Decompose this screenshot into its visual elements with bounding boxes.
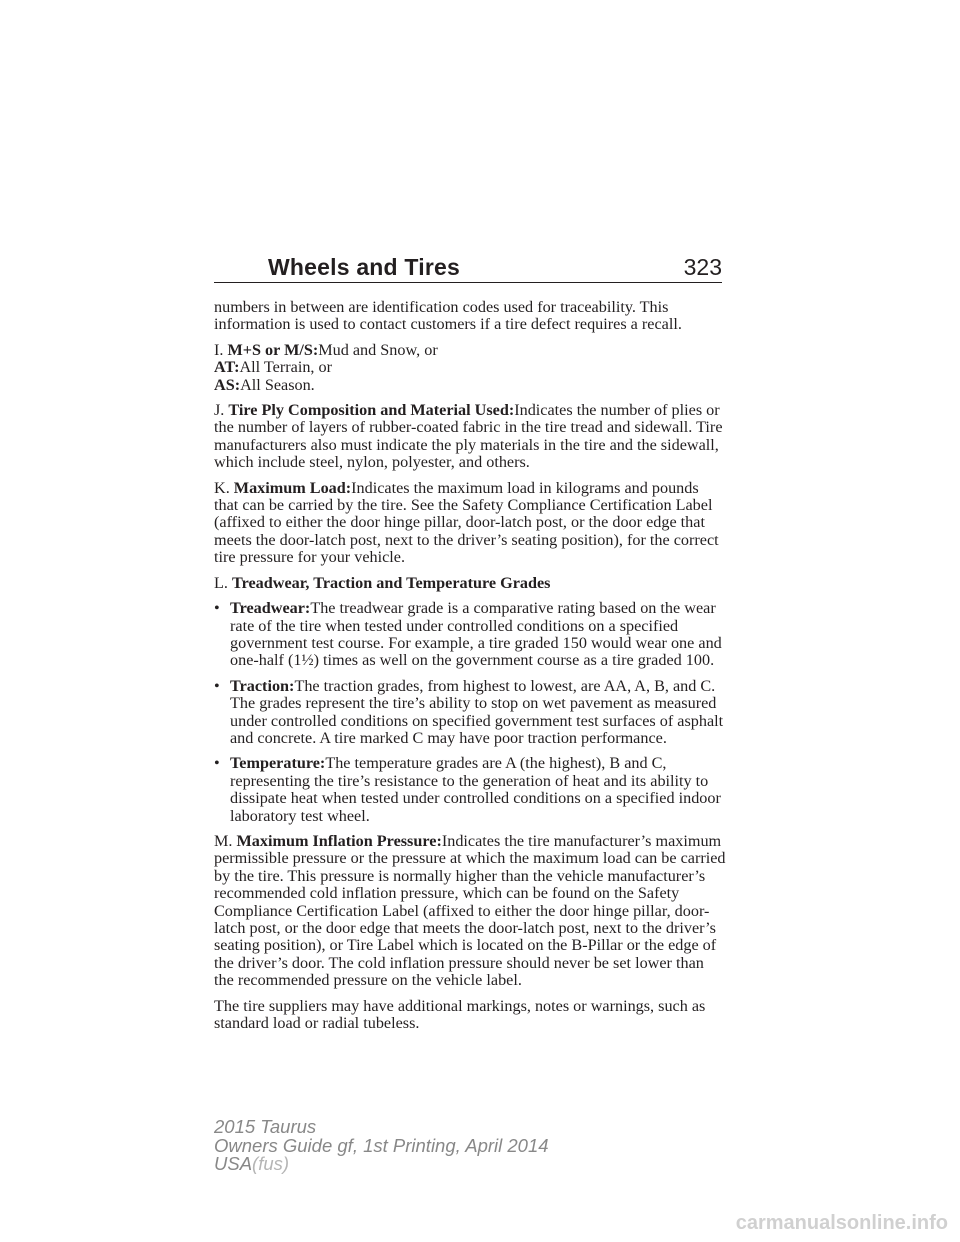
item-i-text-2: All Terrain, or: [239, 358, 333, 377]
footer-market-main: USA: [214, 1153, 253, 1174]
item-i-letter: I.: [214, 340, 224, 359]
footer-market-suffix: (fus): [252, 1153, 290, 1174]
closing-paragraph: The tire suppliers may have additional markings, notes or warnings, such as standard load or radial tubeless.: [214, 996, 706, 1033]
footer-market: [214, 1155, 549, 1174]
header-rule: [214, 282, 722, 283]
item-l-term: Treadwear, Traction and Temperature Grades: [231, 573, 551, 592]
page-content: [214, 299, 726, 1040]
item-i-text-1: Mud and Snow, or: [318, 340, 438, 359]
item-m-letter: M.: [214, 831, 233, 850]
item-i-text-3: All Season.: [240, 375, 315, 394]
bullet-treadwear: [214, 600, 726, 670]
footer-edition: Owners Guide gf, 1st Printing, April 2014: [214, 1134, 549, 1156]
item-i-line-1: [214, 342, 726, 359]
item-k-text: Indicates the maximum load in kilograms and pounds that can be carried by the tire. See the Safety Compliance Certification Label (affixed to either the door hinge pillar, door-latch post, or the door edge that meets the door-latch post, next to the driver’s seating position), for the correct tire pressure for your vehicle.: [214, 478, 719, 567]
item-j: [214, 402, 726, 472]
page-header: [214, 252, 722, 286]
bullet-temperature-text: The temperature grades are A (the highest), B and C, representing the tire’s resistance to the generation of heat and its ability to dissipate heat when tested under controlled conditions on a specified indoor laboratory test wheel.: [230, 754, 721, 825]
bullet-traction-term: Traction:: [230, 676, 295, 695]
item-j-text: Indicates the number of plies or the number of layers of rubber-coated fabric in the tire tread and sidewall. Tire manufacturers also must indicate the ply materials in the tire and the sidewall, which include steel, nylon, polyester, and others.: [214, 401, 723, 472]
bullet-temperature: [214, 755, 726, 825]
intro-paragraph: numbers in between are identification codes used for traceability. This information is used to contact customers if a tire defect requires a recall.: [214, 298, 682, 334]
item-m: [214, 833, 726, 990]
item-i-term-2: AT:: [214, 358, 240, 377]
item-i-line-2: [214, 359, 726, 376]
page-number: 323: [683, 254, 722, 280]
item-i: [214, 342, 726, 394]
bullet-dot: •: [214, 676, 220, 695]
bullet-treadwear-term: Treadwear:: [230, 599, 311, 618]
section-title: Wheels and Tires: [268, 254, 460, 280]
item-i-term-3: AS:: [214, 375, 241, 394]
item-k-letter: K.: [214, 478, 230, 497]
bullet-dot: •: [214, 754, 220, 773]
item-m-text: Indicates the tire manufacturer’s maximum permissible pressure or the pressure at which the maximum load can be carried by the tire. This pressure is normally higher than the vehicle manufacturer’s recommended cold inflation pressure, which can be found on the Safety Compliance Certification Label (affixed to either the door hinge pillar, door-latch post, or the door edge that meets the door-latch post, next to the driver’s seating position), or Tire Label which is located on the B-Pillar or the edge of the driver’s door. The cold inflation pressure should never be set lower than the recommended pressure on the vehicle label.: [214, 831, 726, 990]
item-l: [214, 575, 726, 592]
bullet-traction-text: The traction grades, from highest to lowest, are AA, A, B, and C. The grades represent the tire’s ability to stop on wet pavement as measured under controlled conditions on specified government test surfaces of asphalt and concrete. A tire marked C may have poor traction performance.: [230, 676, 724, 747]
bullet-treadwear-text: The treadwear grade is a comparative rating based on the wear rate of the tire when tested under controlled conditions on a specified government test course. For example, a tire graded 150 would wear one and one-half (1½) times as well on the government course as a tire graded 100.: [230, 599, 722, 670]
bullet-traction: [214, 678, 726, 748]
item-i-line-3: [214, 377, 726, 394]
bullet-dot: •: [214, 599, 220, 618]
item-m-term: Maximum Inflation Pressure:: [236, 831, 442, 850]
item-j-letter: J.: [214, 401, 225, 420]
footer-model: 2015 Taurus: [214, 1116, 317, 1137]
item-j-term: Tire Ply Composition and Material Used:: [228, 401, 515, 420]
item-i-term-1: M+S or M/S:: [227, 340, 319, 359]
item-k-term: Maximum Load:: [233, 478, 352, 497]
item-k: [214, 480, 726, 567]
item-l-letter: L.: [214, 573, 228, 592]
page-footer: [214, 1118, 549, 1174]
bullet-temperature-term: Temperature:: [230, 754, 326, 773]
watermark: carmanualsonline.info: [735, 1212, 948, 1234]
